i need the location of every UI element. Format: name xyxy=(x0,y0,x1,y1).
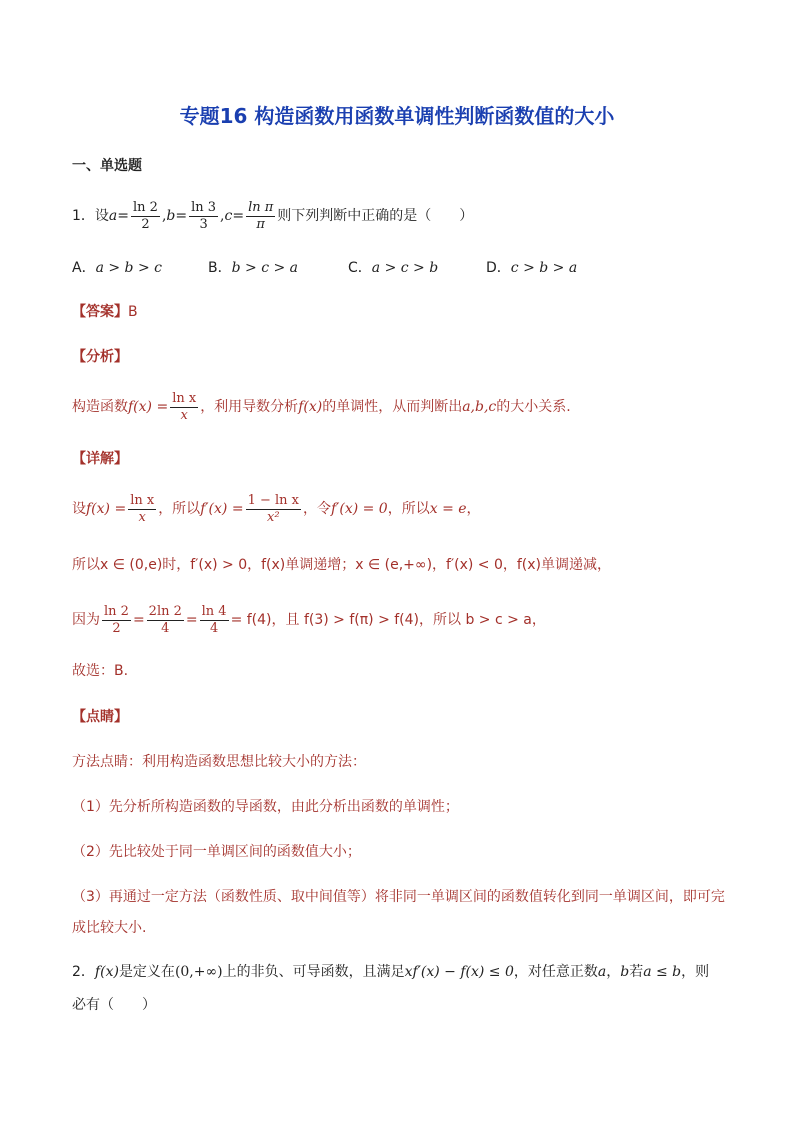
option-a: A．a > b > c xyxy=(72,260,162,276)
var-b: b xyxy=(166,208,176,224)
detail-line-4: 故选：B. xyxy=(72,663,129,679)
answer-tag: 【答案】 xyxy=(72,304,128,320)
q1-lead: 设 xyxy=(94,208,109,224)
page-title: 专题16 构造函数用函数单调性判断函数值的大小 xyxy=(179,104,615,128)
fraction-ln2-over-2: $\frac{\ln 2}{2}$ xyxy=(133,199,158,232)
answer-value: B xyxy=(128,304,138,320)
detail-line-3: 因为 $\frac{\ln 2}{2}$ = $\frac{2\ln 2}{4}$ = $\frac{\ln 4}{4}$ = f(4)，且 f(3) > f(π) > f(4)，所以 b > c > a， xyxy=(72,603,546,636)
fraction-lnpi-over-pi: $\frac{\text{ln π}}{\pi}$ xyxy=(248,199,274,232)
q2-line-2: 必有（ ） xyxy=(72,997,156,1013)
section-heading: 一、单选题 xyxy=(72,158,142,174)
option-c: C．a > c > b xyxy=(348,260,439,276)
comment-line-4: （3）再通过一定方法（函数性质、取中间值等）将非同一单调区间的函数值转化到同一单调区间，即可完 xyxy=(72,889,725,905)
comment-line-3: （2）先比较处于同一单调区间的函数值大小； xyxy=(72,844,361,860)
comment-tag: 【点睛】 xyxy=(72,709,128,725)
comment-line-5: 成比较大小. xyxy=(72,920,147,936)
q2-line-1: 2．f(x)是定义在(0,+∞)上的非负、可导函数，且满足xf′(x) − f(x) ≤ 0，对任意正数a，b若a ≤ b，则 xyxy=(72,964,710,980)
var-a: a xyxy=(108,208,118,224)
q1-stem: 1．设a= $\frac{\ln 2}{2}$ ,b= $\frac{\ln 3}{3}$ ,c= $\frac{\text{ln π}}{\pi}$ 则下列判断中正确的是（ ） xyxy=(72,199,474,232)
fraction-ln3-over-3: $\frac{\ln 3}{3}$ xyxy=(191,199,217,232)
analysis-tag: 【分析】 xyxy=(72,349,128,365)
q1-number: 1． xyxy=(72,208,95,224)
comment-line-2: （1）先分析所构造函数的导函数，由此分析出函数的单调性； xyxy=(72,799,459,815)
detail-line-2: 所以x ∈ (0,e)时，f′(x) > 0，f(x)单调递增；x ∈ (e,+∞)，f′(x) < 0，f(x)单调递减， xyxy=(72,557,612,573)
answer-line xyxy=(72,302,138,322)
comment-line-1: 方法点睛：利用构造函数思想比较大小的方法： xyxy=(72,754,366,770)
q1-tail: 则下列判断中正确的是（ ） xyxy=(277,208,474,224)
option-b: B．b > c > a xyxy=(208,260,299,276)
analysis-text: 构造函数f(x) = $\frac{\text{ln x}}{x}$ ，利用导数分析f(x)的单调性，从而判断出a,b,c的大小关系. xyxy=(72,390,571,423)
var-c: c xyxy=(224,208,233,224)
option-d: D．c > b > a xyxy=(486,260,578,276)
detail-tag: 【详解】 xyxy=(72,451,128,467)
detail-line-1: 设f(x) = $\frac{\text{ln x}}{x}$ ，所以f′(x) = $\frac{\text{1 − ln x}}{\text{x²}}$ ，令f′(x) = 0，所以x = e， xyxy=(72,492,481,525)
